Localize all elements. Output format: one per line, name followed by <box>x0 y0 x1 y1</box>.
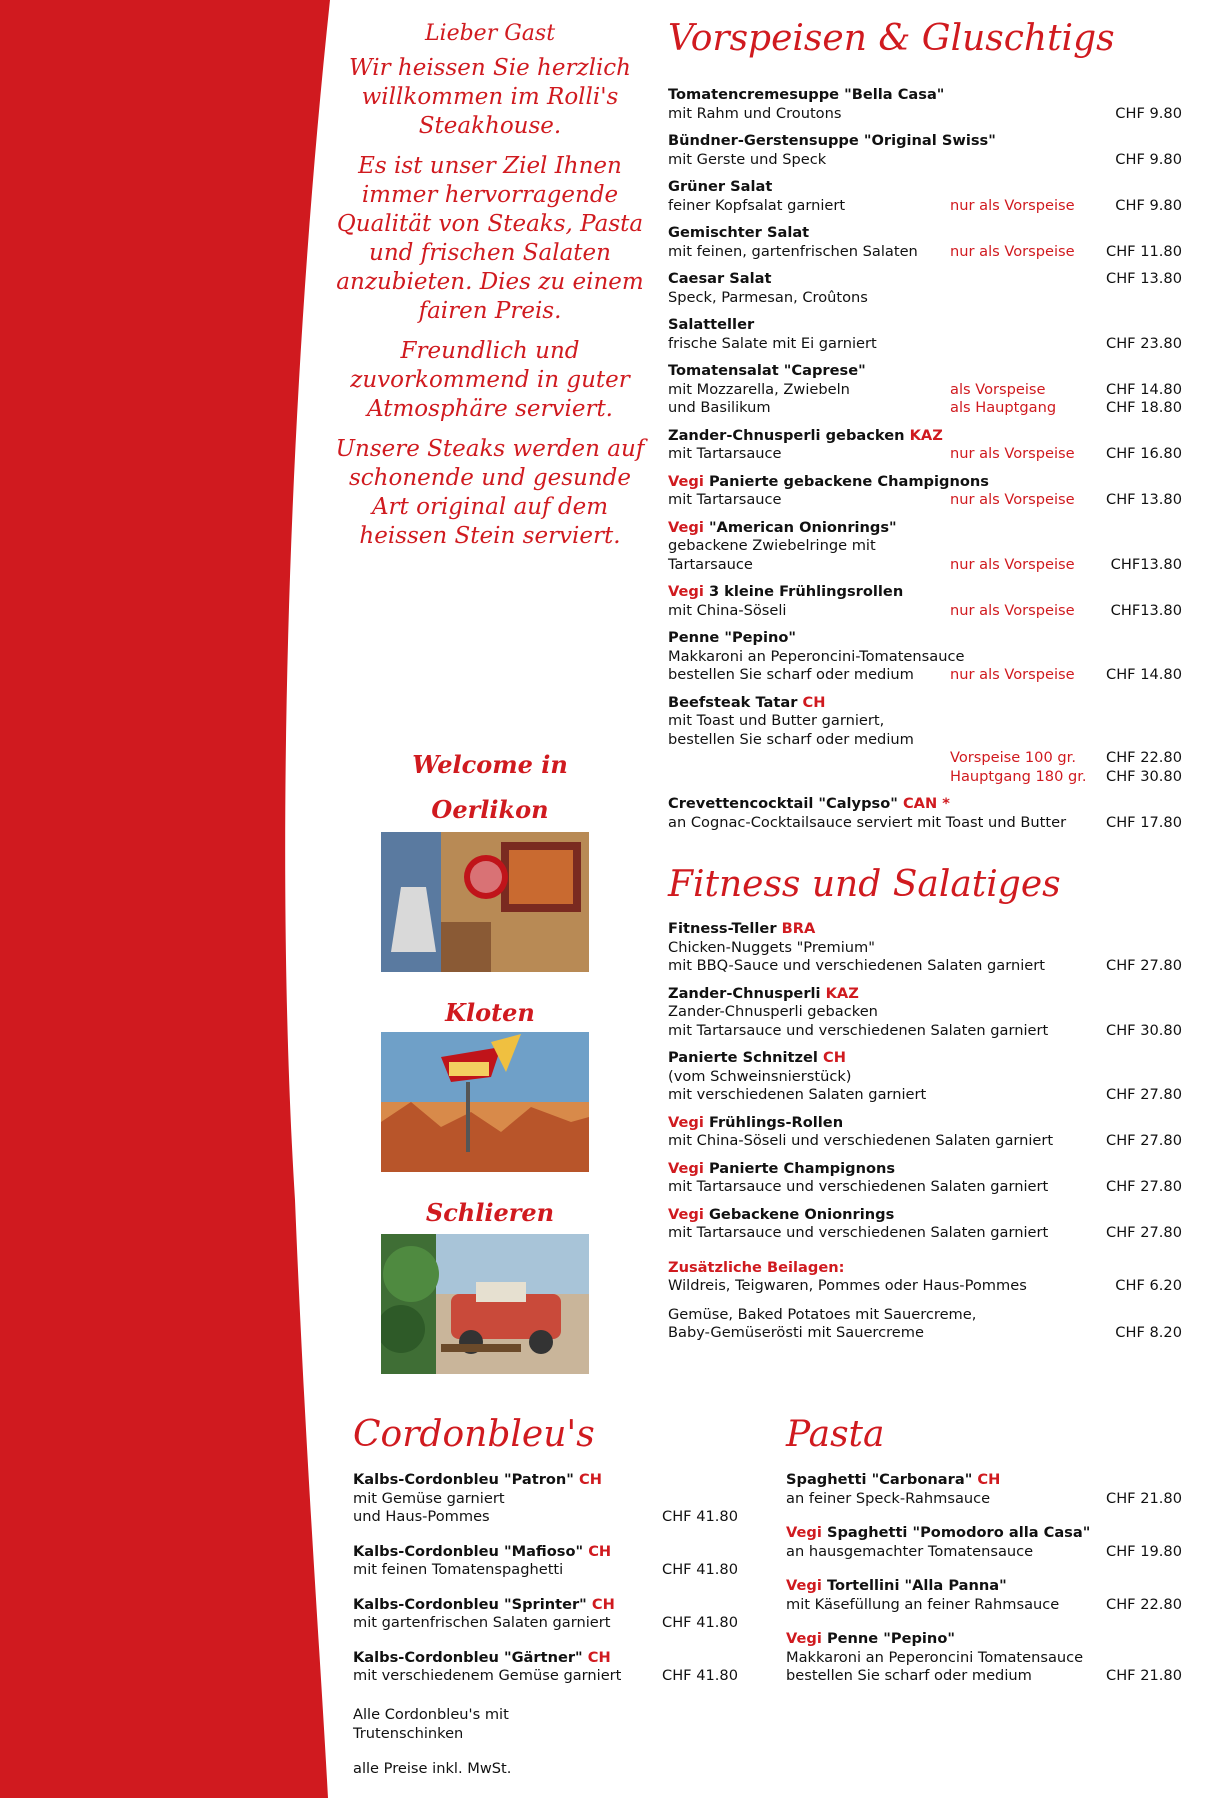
serving-note: nur als Vorspeise <box>950 196 1075 214</box>
schlieren-photo <box>381 1234 589 1374</box>
item-description: an hausgemachter Tomatensauce <box>786 1542 1034 1560</box>
item-description: mit Tartarsauce und verschiedenen Salaten garniert <box>668 1021 1049 1039</box>
item-name: Panierte gebackene Champignons <box>708 472 989 490</box>
item-description: mit Tartarsauce und verschiedenen Salaten garniert <box>668 1224 1049 1241</box>
item-price: CHF 11.80 <box>1106 242 1182 260</box>
cordonbleu-list <box>353 1471 738 1702</box>
item-price: CHF 21.80 <box>1106 1489 1182 1507</box>
item-name: Kalbs-Cordonbleu "Patron" <box>353 1471 574 1488</box>
extras-description: Wildreis, Teigwaren, Pommes oder Haus-Pommes <box>668 1277 1027 1294</box>
item-name: Bündner-Gerstensuppe "Original Swiss" <box>668 132 996 149</box>
welcome-in-heading: Welcome in <box>412 750 568 779</box>
item-price: CHF 19.80 <box>1106 1542 1182 1560</box>
item-description: Makkaroni an Peperoncini Tomatensauce <box>786 1648 1084 1666</box>
origin-tag: CAN * <box>902 795 950 812</box>
item-title <box>786 1524 1182 1543</box>
menu-item <box>353 1543 738 1580</box>
item-price: CHF 21.80 <box>1106 1667 1182 1684</box>
origin-tag: CH <box>579 1471 602 1488</box>
item-title <box>668 920 1182 939</box>
menu-item <box>353 1649 738 1686</box>
serving-note: als Hauptgang <box>950 399 1057 416</box>
location-name-schlieren: Schlieren <box>425 1198 555 1227</box>
vorspeisen-list <box>668 86 1182 841</box>
cordonbleu-footnote: Alle Cordonbleu's mit Trutenschinken <box>353 1706 509 1742</box>
origin-tag: CH <box>823 1049 846 1066</box>
item-name: Crevettencocktail "Calypso" <box>668 795 898 812</box>
item-title <box>353 1596 738 1615</box>
item-description: bestellen Sie scharf oder medium <box>668 666 914 683</box>
item-title <box>353 1543 738 1562</box>
vegi-label: Vegi <box>668 1113 704 1131</box>
item-price: CHF 27.80 <box>1106 1224 1182 1241</box>
item-title <box>668 362 1182 381</box>
item-title <box>786 1577 1182 1596</box>
item-price: CHF 27.80 <box>1106 1178 1182 1195</box>
item-description: Makkaroni an Peperoncini-Tomatensauce <box>668 647 965 665</box>
menu-item <box>668 629 1182 685</box>
item-price: CHF 30.80 <box>1106 767 1182 785</box>
item-title <box>668 694 1182 713</box>
item-title <box>668 132 1182 151</box>
item-description: mit gartenfrischen Salaten garniert <box>353 1614 611 1631</box>
item-price: CHF 18.80 <box>1106 399 1182 416</box>
item-price: CHF 13.80 <box>1106 270 1182 287</box>
price-footnote: alle Preise inkl. MwSt. <box>353 1760 512 1777</box>
welcome-text <box>335 20 645 562</box>
menu-item <box>668 316 1182 353</box>
item-name: Kalbs-Cordonbleu "Sprinter" <box>353 1595 587 1613</box>
vegi-label: Vegi <box>668 1205 704 1223</box>
origin-tag: CH <box>977 1471 1001 1488</box>
menu-item <box>786 1471 1182 1508</box>
location-name-oerlikon: Oerlikon <box>431 795 549 824</box>
menu-item <box>668 427 1182 464</box>
item-name: Zander-Chnusperli <box>668 984 821 1002</box>
item-name: Beefsteak Tatar <box>668 693 798 711</box>
item-title <box>668 629 1182 648</box>
item-title <box>786 1471 1182 1490</box>
origin-tag: CH <box>588 1542 612 1560</box>
item-title <box>668 316 1182 335</box>
item-price: CHF 41.80 <box>662 1614 738 1631</box>
item-description <box>668 749 1182 768</box>
item-description: mit Tartarsauce <box>668 491 782 508</box>
item-name: Tortellini "Alla Panna" <box>826 1577 1007 1594</box>
item-name: Kalbs-Cordonbleu "Mafioso" <box>353 1542 584 1560</box>
serving-note: Vorspeise 100 gr. <box>950 749 1076 766</box>
item-description: feiner Kopfsalat garniert <box>668 196 846 214</box>
origin-tag: KAZ <box>825 984 859 1002</box>
item-title <box>786 1630 1182 1649</box>
item-description: mit Tartarsauce <box>668 445 782 462</box>
vegi-label: Vegi <box>668 583 704 600</box>
item-name: Grüner Salat <box>668 178 773 195</box>
menu-item <box>668 473 1182 510</box>
menu-item <box>668 795 1182 832</box>
vorspeisen-title: Vorspeisen & Gluschtigs <box>668 18 1115 59</box>
item-price: CHF 23.80 <box>1106 334 1182 352</box>
item-title <box>668 178 1182 197</box>
menu-item <box>668 519 1182 575</box>
origin-tag: BRA <box>781 920 816 937</box>
item-name: Spaghetti "Pomodoro alla Casa" <box>826 1524 1091 1541</box>
serving-note: nur als Vorspeise <box>950 601 1075 619</box>
item-price: CHF 27.80 <box>1106 1132 1182 1149</box>
item-description: und Haus-Pommes <box>353 1508 490 1525</box>
item-price: CHF 41.80 <box>662 1561 738 1578</box>
vegi-label: Vegi <box>668 518 704 536</box>
item-title <box>668 1206 1182 1225</box>
item-price: CHF 41.80 <box>662 1667 738 1684</box>
item-description <box>668 768 1182 787</box>
item-name: Tomatencremesuppe "Bella Casa" <box>668 86 945 103</box>
item-name: Gemischter Salat <box>668 224 810 241</box>
extras-item <box>668 1277 1182 1296</box>
item-description: mit Mozzarella, Zwiebeln <box>668 380 850 398</box>
welcome-paragraph: Wir heissen Sie herzlich willkommen im Rolli's Steakhouse. <box>349 55 631 139</box>
menu-item <box>668 985 1182 1041</box>
origin-tag: CH <box>591 1595 615 1613</box>
vegi-label: Vegi <box>786 1577 822 1594</box>
pasta-title: Pasta <box>786 1414 885 1455</box>
serving-note: nur als Vorspeise <box>950 555 1075 573</box>
welcome-paragraph: Freundlich und zuvorkommend in guter Atmosphäre serviert. <box>350 338 630 422</box>
item-name: Salatteller <box>668 316 755 333</box>
item-description: mit BBQ-Sauce und verschiedenen Salaten garniert <box>668 957 1045 974</box>
extras-title: Zusätzliche Beilagen: <box>668 1258 845 1276</box>
item-price: CHF 30.80 <box>1106 1021 1182 1039</box>
item-price: CHF 22.80 <box>1106 749 1182 766</box>
item-price: CHF 14.80 <box>1106 666 1182 683</box>
fitness-title: Fitness und Salatiges <box>668 864 1061 905</box>
item-description: Chicken-Nuggets "Premium" <box>668 938 875 956</box>
item-title <box>668 473 1182 492</box>
vegi-label: Vegi <box>786 1630 822 1647</box>
serving-note: nur als Vorspeise <box>950 491 1075 508</box>
item-title <box>668 1160 1182 1179</box>
item-name: Tomatensalat "Caprese" <box>668 362 866 379</box>
origin-tag: CH <box>802 693 826 711</box>
menu-item <box>668 694 1182 787</box>
greeting: Lieber Gast <box>424 21 556 46</box>
menu-item <box>353 1471 738 1527</box>
fitness-list <box>668 920 1182 1353</box>
item-price: CHF 22.80 <box>1106 1595 1182 1613</box>
item-description: mit Gerste und Speck <box>668 150 827 168</box>
item-price: CHF 13.80 <box>1106 491 1182 508</box>
extras-item <box>668 1306 1182 1343</box>
menu-item <box>786 1577 1182 1614</box>
item-price: CHF 16.80 <box>1106 445 1182 462</box>
item-price: CHF 27.80 <box>1106 1086 1182 1103</box>
item-description: mit Toast und Butter garniert, <box>668 712 885 729</box>
item-name: Panierte Schnitzel <box>668 1049 818 1066</box>
item-price: CHF 9.80 <box>1115 196 1182 214</box>
item-description: an feiner Speck-Rahmsauce <box>786 1489 991 1507</box>
item-price: CHF 27.80 <box>1106 957 1182 974</box>
cordonbleu-title: Cordonbleu's <box>353 1414 595 1455</box>
item-description: mit Gemüse garniert <box>353 1489 505 1507</box>
item-name: Panierte Champignons <box>708 1159 896 1177</box>
oerlikon-photo <box>381 832 589 972</box>
item-title <box>353 1649 738 1668</box>
item-name: 3 kleine Frühlingsrollen <box>708 583 904 600</box>
welcome-paragraph: Es ist unser Ziel Ihnen immer hervorragende Qualität von Steaks, Pasta und frischen Salaten anzubieten. Dies zu einem fairen Preis. <box>336 153 644 324</box>
item-name: Zander-Chnusperli gebacken <box>668 426 905 444</box>
serving-note: nur als Vorspeise <box>950 242 1075 260</box>
item-description: mit Käsefüllung an feiner Rahmsauce <box>786 1595 1060 1613</box>
item-title <box>668 985 1182 1004</box>
item-price: CHF13.80 <box>1110 601 1182 619</box>
item-name: Penne "Pepino" <box>668 629 797 646</box>
item-description: mit verschiedenen Salaten garniert <box>668 1086 927 1103</box>
menu-item <box>786 1524 1182 1561</box>
kloten-photo <box>381 1032 589 1172</box>
item-name: Gebackene Onionrings <box>708 1205 895 1223</box>
item-title <box>668 86 1182 105</box>
item-name: Fitness-Teller <box>668 920 777 937</box>
item-title <box>668 583 1182 602</box>
item-description: mit China-Söseli und verschiedenen Salaten garniert <box>668 1132 1054 1149</box>
item-title <box>668 1049 1182 1068</box>
item-name: Spaghetti "Carbonara" <box>786 1471 973 1488</box>
item-description: (vom Schweinsnierstück) <box>668 1067 852 1085</box>
item-name: "American Onionrings" <box>708 518 897 536</box>
vegi-label: Vegi <box>668 1159 704 1177</box>
serving-note: als Vorspeise <box>950 380 1046 398</box>
item-description: an Cognac-Cocktailsauce serviert mit Toast und Butter <box>668 813 1067 831</box>
menu-item <box>353 1596 738 1633</box>
extras-price: CHF 8.20 <box>1115 1324 1182 1341</box>
menu-item <box>668 1114 1182 1151</box>
item-description: bestellen Sie scharf oder medium <box>668 730 914 748</box>
item-description: mit China-Söseli <box>668 601 787 619</box>
serving-note: nur als Vorspeise <box>950 445 1075 462</box>
item-description: Speck, Parmesan, Croûtons <box>668 288 868 306</box>
item-description: mit Rahm und Croutons <box>668 104 842 122</box>
item-price: CHF 9.80 <box>1115 150 1182 168</box>
item-title <box>353 1471 738 1490</box>
item-title <box>668 224 1182 243</box>
menu-item <box>668 362 1182 418</box>
extras-description: Baby-Gemüserösti mit Sauercreme <box>668 1324 924 1341</box>
item-description: Zander-Chnusperli gebacken <box>668 1003 878 1020</box>
item-description: mit verschiedenem Gemüse garniert <box>353 1667 622 1684</box>
item-name: Caesar Salat <box>668 270 772 287</box>
item-description: mit feinen, gartenfrischen Salaten <box>668 242 918 260</box>
vegi-label: Vegi <box>668 472 704 490</box>
item-price: CHF 17.80 <box>1106 813 1182 831</box>
item-description: bestellen Sie scharf oder medium <box>786 1667 1032 1684</box>
item-description: frische Salate mit Ei garniert <box>668 334 877 352</box>
item-description: mit Tartarsauce und verschiedenen Salaten garniert <box>668 1178 1049 1195</box>
menu-item <box>668 270 1182 307</box>
item-name: Kalbs-Cordonbleu "Gärtner" <box>353 1648 583 1666</box>
item-title <box>668 427 1182 446</box>
item-title <box>668 1114 1182 1133</box>
item-description: Tartarsauce <box>668 555 753 573</box>
origin-tag: CH <box>587 1648 611 1666</box>
welcome-paragraph: Unsere Steaks werden auf schonende und gesunde Art original auf dem heissen Stein serviert. <box>335 436 645 549</box>
menu-item <box>668 920 1182 976</box>
item-title <box>668 795 1182 814</box>
item-price: CHF 41.80 <box>662 1508 738 1525</box>
item-name: Penne "Pepino" <box>826 1630 955 1647</box>
item-description: gebackene Zwiebelringe mit <box>668 537 876 554</box>
menu-item <box>668 1160 1182 1197</box>
extras-price: CHF 6.20 <box>1115 1277 1182 1294</box>
serving-note: Hauptgang 180 gr. <box>950 767 1087 785</box>
vegi-label: Vegi <box>786 1524 822 1541</box>
menu-item <box>786 1630 1182 1686</box>
menu-item <box>668 1049 1182 1105</box>
menu-item <box>668 583 1182 620</box>
origin-tag: KAZ <box>909 426 943 444</box>
item-description: mit feinen Tomatenspaghetti <box>353 1561 564 1578</box>
serving-note: nur als Vorspeise <box>950 666 1075 683</box>
extras-description: Gemüse, Baked Potatoes mit Sauercreme, <box>668 1305 977 1323</box>
item-price: CHF 14.80 <box>1106 380 1182 398</box>
menu-item <box>668 178 1182 215</box>
item-title <box>668 519 1182 538</box>
item-price: CHF13.80 <box>1110 555 1182 573</box>
location-name-kloten: Kloten <box>445 998 535 1027</box>
menu-item <box>668 86 1182 123</box>
extras-block <box>668 1259 1182 1343</box>
menu-item <box>668 132 1182 169</box>
item-price: CHF 9.80 <box>1115 104 1182 122</box>
item-description: und Basilikum <box>668 399 771 416</box>
menu-item <box>668 1206 1182 1243</box>
pasta-list <box>786 1471 1182 1702</box>
item-title <box>668 270 1182 289</box>
menu-item <box>668 224 1182 261</box>
item-name: Frühlings-Rollen <box>708 1113 844 1131</box>
